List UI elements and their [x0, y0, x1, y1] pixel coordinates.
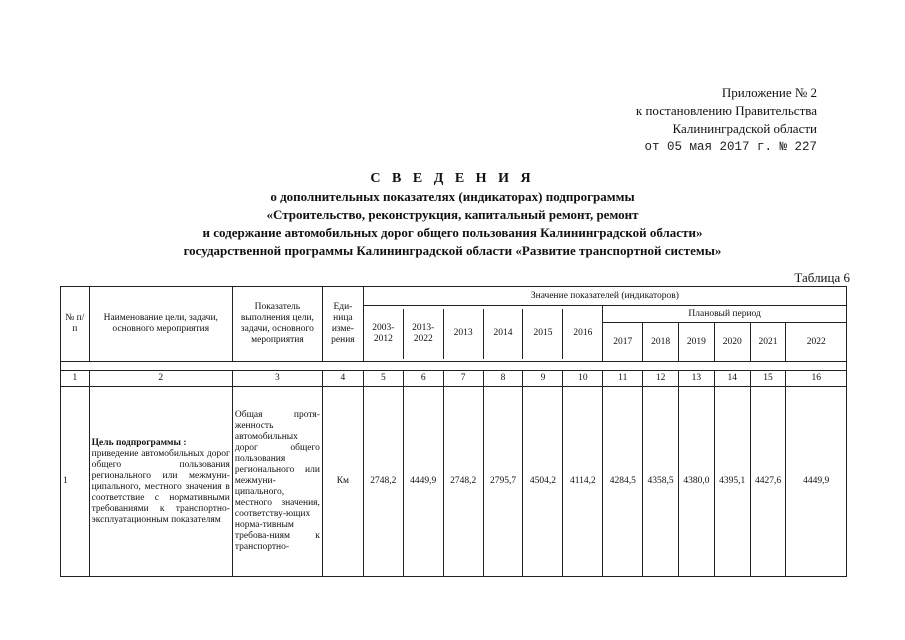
- header-unit: Еди-ница изме-рения: [322, 287, 363, 362]
- header-year-cell: 2013-2022: [404, 309, 444, 359]
- value-cell: 4114,2: [563, 387, 603, 577]
- header-year-cell: 2015: [523, 309, 563, 359]
- column-number: 1: [61, 371, 90, 387]
- column-number-row: [61, 371, 847, 387]
- column-number: 3: [232, 371, 322, 387]
- value-cell: 4504,2: [523, 387, 563, 577]
- heading-line-2: «Строительство, реконструкция, капитальный ремонт, ремонт: [266, 207, 639, 222]
- header-year-2020: 2020: [714, 323, 750, 362]
- header-year-2017: 2017: [603, 323, 643, 362]
- goal-label: Цель подпрограммы :: [91, 437, 187, 448]
- table-row: [61, 387, 847, 577]
- value-cell: 2748,2: [363, 387, 403, 577]
- column-number: 7: [443, 371, 483, 387]
- value-cell: 4284,5: [603, 387, 643, 577]
- document-heading: [0, 170, 905, 260]
- column-number: 8: [483, 371, 523, 387]
- column-number: 13: [679, 371, 715, 387]
- header-indicator: Показатель выполнения цели, задачи, основного мероприятия: [232, 287, 322, 362]
- indicators-table: [60, 286, 847, 577]
- column-number: 15: [750, 371, 786, 387]
- goal-cell: [89, 387, 232, 577]
- value-cell: 4449,9: [786, 387, 847, 577]
- header-year-cell: 2016: [573, 327, 593, 338]
- column-number: 12: [643, 371, 679, 387]
- appendix-line-2: к постановлению Правительства: [635, 103, 817, 118]
- column-number: 14: [714, 371, 750, 387]
- header-year-2018: 2018: [643, 323, 679, 362]
- table-label: Таблица 6: [794, 270, 850, 285]
- column-number: 5: [363, 371, 403, 387]
- value-cell: 4358,5: [643, 387, 679, 577]
- header-year-cell: 2003-2012: [364, 309, 404, 359]
- value-cell: 4449,9: [403, 387, 443, 577]
- header-year-2021: 2021: [750, 323, 786, 362]
- header-year-2019: 2019: [679, 323, 715, 362]
- unit-cell: Км: [322, 387, 363, 577]
- heading-line-4: государственной программы Калининградской области «Развитие транспортной системы»: [183, 243, 722, 258]
- heading-line-1: о дополнительных показателях (индикаторах) подпрограммы: [270, 189, 635, 204]
- header-planned-period: Плановый период: [603, 306, 847, 323]
- value-cell: 2748,2: [443, 387, 483, 577]
- column-number: 6: [403, 371, 443, 387]
- column-number: 11: [603, 371, 643, 387]
- value-cell: 2795,7: [483, 387, 523, 577]
- value-cell: 4427,6: [750, 387, 786, 577]
- header-years-left: [363, 306, 602, 362]
- header-year-2022: 2022: [786, 323, 847, 362]
- column-number: 4: [322, 371, 363, 387]
- appendix-line-1: Приложение № 2: [721, 85, 817, 100]
- heading-line-3: и содержание автомобильных дорог общего пользования Калининградской области»: [202, 225, 703, 240]
- goal-text: приведение автомобильных дорог общего пользования регионального или межмуни-ципального, местного значения в соответствие с нормативными требованиями к транспортно-эксплуатационным показателям: [91, 448, 230, 525]
- header-num: № п/п: [61, 287, 90, 362]
- column-number: 9: [523, 371, 563, 387]
- column-number: 10: [563, 371, 603, 387]
- header-year-cell: 2013: [444, 309, 484, 359]
- header-name: Наименование цели, задачи, основного мероприятия: [89, 287, 232, 362]
- indicator-cell: Общая протя-женность автомобильных дорог общего пользования регионального или межмуни-ципального, местного значения, соответству-ющих норма-тивным требова-ниям к транспортно-: [232, 387, 322, 577]
- value-cell: 4380,0: [679, 387, 715, 577]
- appendix-block: [636, 84, 817, 156]
- row-number: 1: [61, 387, 90, 577]
- header-values-group: Значение показателей (индикаторов): [363, 287, 846, 306]
- document-title: С В Е Д Е Н И Я: [370, 171, 535, 186]
- column-number: 2: [89, 371, 232, 387]
- column-number: 16: [786, 371, 847, 387]
- header-row-1: [61, 287, 847, 306]
- appendix-line-3: Калининградской области: [672, 121, 817, 136]
- header-year-cell: 2014: [484, 309, 524, 359]
- value-cell: 4395,1: [714, 387, 750, 577]
- appendix-date-number: от 05 мая 2017 г. № 227: [644, 140, 817, 154]
- header-spacer: [61, 362, 847, 371]
